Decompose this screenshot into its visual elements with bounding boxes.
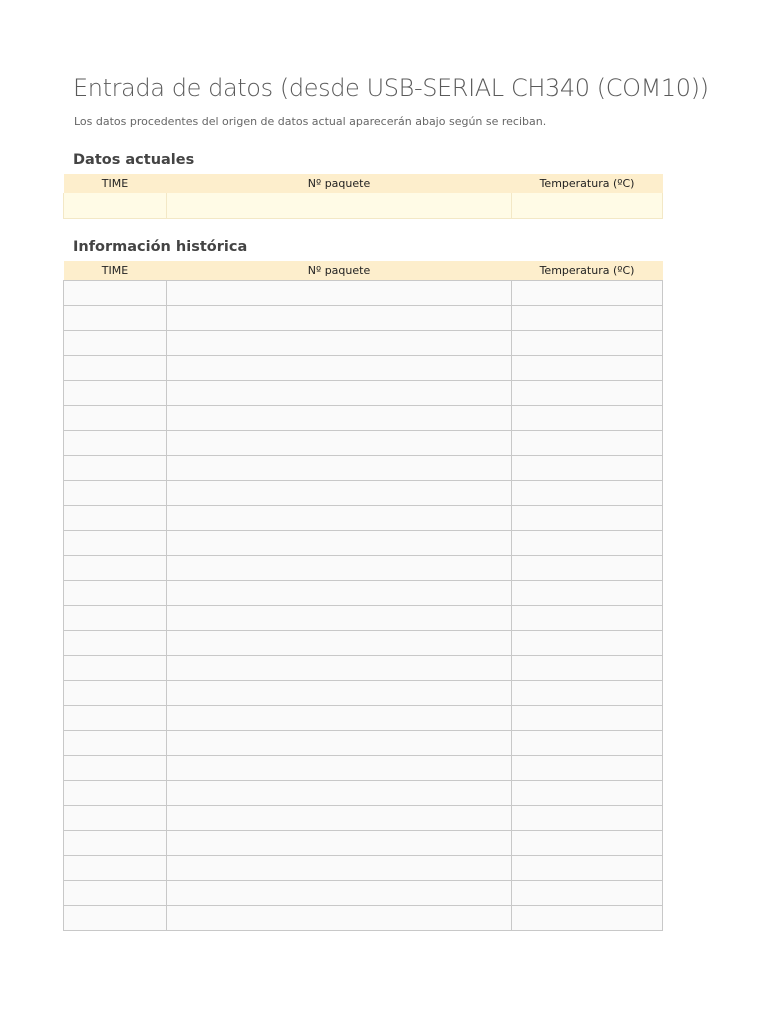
cell-time[interactable] bbox=[64, 831, 167, 856]
table-row bbox=[64, 781, 663, 806]
table-row bbox=[64, 731, 663, 756]
column-header-temperature: Temperatura (ºC) bbox=[512, 174, 663, 193]
table-row bbox=[64, 406, 663, 431]
cell-packet[interactable] bbox=[167, 531, 512, 556]
cell-temperature[interactable] bbox=[512, 481, 663, 506]
table-row bbox=[64, 881, 663, 906]
table-row bbox=[64, 193, 663, 219]
table-row bbox=[64, 581, 663, 606]
cell-packet[interactable] bbox=[167, 306, 512, 331]
table-row bbox=[64, 431, 663, 456]
cell-packet[interactable] bbox=[167, 406, 512, 431]
cell-time[interactable] bbox=[64, 881, 167, 906]
cell-time[interactable] bbox=[64, 631, 167, 656]
cell-time[interactable] bbox=[64, 356, 167, 381]
current-data-table bbox=[63, 174, 663, 219]
table-row bbox=[64, 606, 663, 631]
cell-packet[interactable] bbox=[167, 756, 512, 781]
cell-packet[interactable] bbox=[167, 781, 512, 806]
cell-time[interactable] bbox=[64, 806, 167, 831]
cell-packet[interactable] bbox=[167, 881, 512, 906]
cell-packet[interactable] bbox=[167, 281, 512, 306]
history-table bbox=[63, 261, 663, 931]
cell-time[interactable] bbox=[64, 306, 167, 331]
table-header-row bbox=[64, 174, 663, 193]
cell-time[interactable] bbox=[64, 856, 167, 881]
current-data-title: Datos actuales bbox=[73, 152, 195, 168]
cell-temperature[interactable] bbox=[512, 456, 663, 481]
table-row bbox=[64, 331, 663, 356]
cell-packet[interactable] bbox=[167, 831, 512, 856]
cell-time[interactable] bbox=[64, 456, 167, 481]
history-title: Información histórica bbox=[73, 239, 248, 255]
cell-packet[interactable] bbox=[167, 381, 512, 406]
cell-temperature[interactable] bbox=[512, 781, 663, 806]
cell-time[interactable] bbox=[64, 906, 167, 931]
page-subtitle: Los datos procedentes del origen de datos actual aparecerán abajo según se reciban. bbox=[74, 115, 547, 128]
cell-temperature[interactable] bbox=[512, 656, 663, 681]
cell-packet[interactable] bbox=[167, 681, 512, 706]
cell-temperature[interactable] bbox=[512, 856, 663, 881]
cell-time[interactable] bbox=[64, 331, 167, 356]
table-row bbox=[64, 806, 663, 831]
table-row bbox=[64, 906, 663, 931]
table-row bbox=[64, 831, 663, 856]
cell-temperature[interactable] bbox=[512, 431, 663, 456]
cell-time[interactable] bbox=[64, 656, 167, 681]
cell-temperature[interactable] bbox=[512, 556, 663, 581]
cell-temperature[interactable] bbox=[512, 731, 663, 756]
table-row bbox=[64, 506, 663, 531]
cell-packet[interactable] bbox=[167, 193, 512, 219]
cell-temperature[interactable] bbox=[512, 381, 663, 406]
table-row bbox=[64, 856, 663, 881]
cell-time[interactable] bbox=[64, 193, 167, 219]
cell-temperature[interactable] bbox=[512, 831, 663, 856]
table-row bbox=[64, 681, 663, 706]
cell-time[interactable] bbox=[64, 731, 167, 756]
cell-temperature[interactable] bbox=[512, 406, 663, 431]
table-header-row bbox=[64, 261, 663, 281]
table-row bbox=[64, 756, 663, 781]
cell-packet[interactable] bbox=[167, 456, 512, 481]
cell-temperature[interactable] bbox=[512, 281, 663, 306]
column-header-time: TIME bbox=[64, 174, 167, 193]
cell-packet[interactable] bbox=[167, 806, 512, 831]
table-row bbox=[64, 306, 663, 331]
cell-temperature[interactable] bbox=[512, 706, 663, 731]
column-header-packet: Nº paquete bbox=[167, 261, 512, 281]
cell-packet[interactable] bbox=[167, 506, 512, 531]
cell-time[interactable] bbox=[64, 281, 167, 306]
table-row bbox=[64, 281, 663, 306]
cell-time[interactable] bbox=[64, 606, 167, 631]
cell-packet[interactable] bbox=[167, 906, 512, 931]
cell-temperature[interactable] bbox=[512, 356, 663, 381]
cell-temperature[interactable] bbox=[512, 306, 663, 331]
cell-time[interactable] bbox=[64, 556, 167, 581]
cell-packet[interactable] bbox=[167, 556, 512, 581]
cell-packet[interactable] bbox=[167, 356, 512, 381]
cell-temperature[interactable] bbox=[512, 806, 663, 831]
cell-packet[interactable] bbox=[167, 431, 512, 456]
cell-temperature[interactable] bbox=[512, 531, 663, 556]
cell-temperature[interactable] bbox=[512, 881, 663, 906]
cell-temperature[interactable] bbox=[512, 331, 663, 356]
page-title: Entrada de datos (desde USB-SERIAL CH340 (COM10)) bbox=[73, 74, 709, 102]
cell-temperature[interactable] bbox=[512, 506, 663, 531]
cell-packet[interactable] bbox=[167, 331, 512, 356]
table-row bbox=[64, 356, 663, 381]
cell-time[interactable] bbox=[64, 531, 167, 556]
cell-temperature[interactable] bbox=[512, 581, 663, 606]
cell-packet[interactable] bbox=[167, 856, 512, 881]
cell-temperature[interactable] bbox=[512, 756, 663, 781]
table-row bbox=[64, 556, 663, 581]
cell-time[interactable] bbox=[64, 506, 167, 531]
cell-time[interactable] bbox=[64, 481, 167, 506]
cell-time[interactable] bbox=[64, 706, 167, 731]
cell-packet[interactable] bbox=[167, 606, 512, 631]
cell-packet[interactable] bbox=[167, 631, 512, 656]
table-row bbox=[64, 481, 663, 506]
cell-temperature[interactable] bbox=[512, 906, 663, 931]
cell-time[interactable] bbox=[64, 756, 167, 781]
cell-packet[interactable] bbox=[167, 481, 512, 506]
column-header-temperature: Temperatura (ºC) bbox=[512, 261, 663, 281]
cell-packet[interactable] bbox=[167, 581, 512, 606]
table-row bbox=[64, 456, 663, 481]
column-header-time: TIME bbox=[64, 261, 167, 281]
cell-time[interactable] bbox=[64, 681, 167, 706]
cell-temperature[interactable] bbox=[512, 606, 663, 631]
table-row bbox=[64, 706, 663, 731]
cell-packet[interactable] bbox=[167, 656, 512, 681]
column-header-packet: Nº paquete bbox=[167, 174, 512, 193]
cell-packet[interactable] bbox=[167, 706, 512, 731]
table-row bbox=[64, 631, 663, 656]
cell-time[interactable] bbox=[64, 581, 167, 606]
cell-packet[interactable] bbox=[167, 731, 512, 756]
cell-time[interactable] bbox=[64, 406, 167, 431]
cell-time[interactable] bbox=[64, 431, 167, 456]
cell-time[interactable] bbox=[64, 381, 167, 406]
cell-temperature[interactable] bbox=[512, 681, 663, 706]
cell-temperature[interactable] bbox=[512, 631, 663, 656]
table-row bbox=[64, 381, 663, 406]
cell-time[interactable] bbox=[64, 781, 167, 806]
table-row bbox=[64, 531, 663, 556]
cell-temperature[interactable] bbox=[512, 193, 663, 219]
table-row bbox=[64, 656, 663, 681]
